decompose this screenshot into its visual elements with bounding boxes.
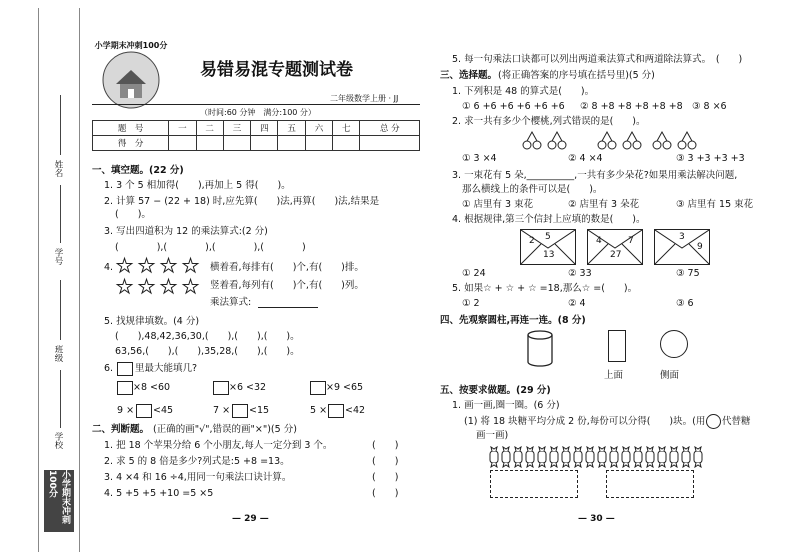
score-cell[interactable] (196, 136, 223, 151)
page-number-right: — 30 — (578, 514, 615, 524)
answer-box[interactable] (213, 381, 229, 395)
grade-info: 二年级数学上册 · JJ (330, 94, 399, 103)
judge-paren[interactable]: ( ) (372, 488, 399, 499)
question-2: 2. 计算 57 − (22 + 18) 时,应先算( )法,再算( )法,结果是 (104, 196, 380, 207)
judge-paren[interactable]: ( ) (372, 472, 399, 483)
side-view-label: 侧面 (660, 370, 680, 381)
top-view-label: 上面 (604, 370, 624, 381)
logo-text: 小学期末冲刺100分 (94, 41, 168, 50)
choice-4-opt-b: ② 33 (568, 268, 592, 279)
envelope-number: 5 (545, 232, 551, 242)
table-cell: 总 分 (360, 121, 420, 136)
answer-box[interactable] (328, 404, 344, 418)
question-2-cont: ( )。 (115, 209, 151, 220)
question-4c: 乘法算式: (210, 297, 252, 308)
score-table (92, 120, 420, 151)
choice-1-opt-c: ③ 8 ×6 (692, 101, 727, 112)
section-5-title: 五、按要求做题。(29 分) (440, 385, 551, 396)
judge-paren[interactable]: ( ) (372, 456, 399, 467)
answer-box[interactable] (310, 381, 326, 395)
score-cell[interactable] (333, 136, 360, 151)
answer-box[interactable] (117, 362, 133, 376)
question-4a: 横着看,每排有( )个,有( )排。 (210, 262, 364, 273)
class-label: 班级 (53, 345, 63, 362)
choice-2: 2. 求一共有多少个樱桃,列式错误的是( )。 (452, 116, 646, 127)
choice-2-opt-a: ① 3 ×4 (462, 153, 497, 164)
table-cell: 二 (196, 121, 223, 136)
table-cell: 五 (278, 121, 305, 136)
question-4-num: 4. (104, 262, 114, 273)
time-info: （时间:60 分钟 满分:100 分） (200, 108, 316, 117)
side-stamp: 小学期末冲刺100分 (44, 470, 74, 532)
choice-1-opt-b: ② 8 +8 +8 +8 +8 +8 (580, 101, 683, 112)
star-icon: ★ (160, 276, 178, 298)
class-line (60, 280, 61, 340)
choice-2-opt-c: ③ 3 +3 +3 +3 (676, 153, 745, 164)
score-header-row (93, 121, 420, 136)
choice-3: 3. 一束花有 5 朵,__________,一共有多少朵花?如果用乘法解决问题, (452, 170, 738, 181)
envelope-3 (654, 229, 710, 265)
logo (92, 40, 170, 110)
score-cell[interactable] (223, 136, 250, 151)
cylinder-icon (525, 330, 555, 368)
choice-2-opt-b: ② 4 ×4 (568, 153, 603, 164)
school-line (60, 370, 61, 428)
envelope-number: 2 (529, 236, 535, 246)
score-cell[interactable] (278, 136, 305, 151)
star-icon: ★ (116, 255, 134, 277)
score-cell[interactable] (251, 136, 278, 151)
id-line (60, 185, 61, 243)
question-6-num: 6. (104, 363, 114, 374)
question-4b: 竖着看,每列有( )个,有( )列。 (210, 280, 364, 291)
problem-1: 1. 画一画,圈一圈。(6 分) (452, 400, 560, 411)
judge-paren[interactable]: ( ) (372, 440, 399, 451)
header-rule (92, 104, 420, 105)
drawing-box-2[interactable] (606, 470, 694, 498)
choice-5-opt-b: ② 4 (568, 298, 586, 309)
section-4-title: 四、先观察圆柱,再连一连。(8 分) (440, 315, 586, 326)
envelope-2 (587, 229, 643, 265)
answer-box[interactable] (232, 404, 248, 418)
envelope-number: 7 (628, 236, 634, 246)
rectangle-shape[interactable] (608, 330, 626, 362)
table-cell: 七 (333, 121, 360, 136)
cherry-icon (522, 130, 702, 150)
name-label: 姓名 (53, 160, 63, 177)
circle-icon (706, 414, 721, 429)
envelope-number: 9 (697, 242, 703, 252)
star-icon: ★ (160, 255, 178, 277)
question-3-blanks: ( ),( ),( ),( ) (115, 242, 306, 253)
ineq-b1-post: <45 (153, 405, 174, 416)
page-number-left: — 29 — (232, 514, 269, 524)
question-6-text: 里最大能填几? (135, 363, 198, 374)
section-3-note: (将正确答案的序号填在括号里)(5 分) (498, 70, 655, 81)
ineq-b2-pre: 7 × (213, 405, 231, 416)
table-cell: 得 分 (93, 136, 169, 151)
section-1-title: 一、填空题。(22 分) (92, 165, 184, 176)
page-title: 易错易混专题测试卷 (200, 60, 353, 80)
choice-1: 1. 下列积是 48 的算式是( )。 (452, 86, 595, 97)
choice-3-opt-b: ② 店里有 3 朵花 (568, 199, 640, 210)
choice-5-opt-c: ③ 6 (676, 298, 694, 309)
question-3: 3. 写出四道积为 12 的乘法算式:(2 分) (104, 226, 268, 237)
table-cell: 一 (169, 121, 196, 136)
drawing-box-1[interactable] (490, 470, 578, 498)
problem-1b: 代替糖 (722, 416, 751, 427)
problem-1c: 画一画) (476, 430, 509, 441)
choice-4: 4. 根据规律,第三个信封上应填的数是( )。 (452, 214, 646, 225)
judge-3: 3. 4 ×4 和 16 ÷4,用同一句乘法口诀计算。 (104, 472, 292, 483)
choice-3-opt-c: ③ 店里有 15 束花 (676, 199, 754, 210)
answer-box[interactable] (117, 381, 133, 395)
candy-icon (488, 446, 708, 468)
score-value-row (93, 136, 420, 151)
ineq-b3-pre: 5 × (310, 405, 328, 416)
section-3-title: 三、选择题。 (440, 70, 498, 81)
choice-4-opt-c: ③ 75 (676, 268, 700, 279)
answer-line[interactable] (258, 307, 318, 308)
choice-3-cont: 那么横线上的条件可以是( )。 (462, 184, 603, 195)
judge-4: 4. 5 +5 +5 +10 =5 ×5 (104, 488, 214, 499)
score-cell[interactable] (169, 136, 196, 151)
judge-5: 5. 每一句乘法口诀都可以列出两道乘法算式和两道除法算式。 ( ) (452, 54, 743, 65)
question-5b: 63,56,( ),( ),35,28,( ),( )。 (115, 346, 300, 357)
ineq-a2: ×6 <32 (229, 382, 267, 393)
section-2-note: (正确的画"√",错误的画"×")(5 分) (153, 424, 297, 435)
ineq-a3: ×9 <65 (326, 382, 364, 393)
envelope-number: 4 (596, 236, 602, 246)
problem-1a: (1) 将 18 块糖平均分成 2 份,每份可以分得( )块。(用 (464, 416, 706, 427)
ineq-b1-pre: 9 × (117, 405, 135, 416)
table-cell: 题 号 (93, 121, 169, 136)
star-icon: ★ (182, 276, 200, 298)
judge-1: 1. 把 18 个苹果分给 6 个小朋友,每人一定分到 3 个。 (104, 440, 333, 451)
judge-2: 2. 求 5 的 8 倍是多少?列式是:5 +8 =13。 (104, 456, 290, 467)
name-line (60, 95, 61, 155)
ineq-b2-post: <15 (249, 405, 270, 416)
ineq-b3-post: <42 (345, 405, 366, 416)
table-cell: 六 (305, 121, 332, 136)
choice-5: 5. 如果☆ + ☆ + ☆ =18,那么☆ =( )。 (452, 283, 638, 294)
section-2-title: 二、判断题。 (92, 424, 150, 435)
table-cell: 四 (251, 121, 278, 136)
star-icon: ★ (116, 276, 134, 298)
id-label: 学号 (53, 248, 63, 265)
answer-box[interactable] (136, 404, 152, 418)
score-cell[interactable] (360, 136, 420, 151)
circle-shape[interactable] (660, 330, 688, 358)
score-cell[interactable] (305, 136, 332, 151)
star-icon: ★ (138, 255, 156, 277)
ineq-a1: ×8 <60 (133, 382, 171, 393)
envelope-number: 27 (610, 250, 622, 260)
question-5: 5. 找规律填数。(4 分) (104, 316, 200, 327)
envelope-number: 13 (543, 250, 555, 260)
envelope-number: 3 (679, 232, 685, 242)
question-5a: ( ),48,42,36,30,( ),( ),( )。 (115, 331, 300, 342)
star-icon: ★ (182, 255, 200, 277)
star-icon: ★ (138, 276, 156, 298)
choice-4-opt-a: ① 24 (462, 268, 486, 279)
choice-5-opt-a: ① 2 (462, 298, 480, 309)
choice-1-opt-a: ① 6 +6 +6 +6 +6 +6 (462, 101, 565, 112)
table-cell: 三 (223, 121, 250, 136)
choice-3-opt-a: ① 店里有 3 束花 (462, 199, 534, 210)
school-label: 学校 (53, 432, 63, 449)
question-1: 1. 3 个 5 相加得( ),再加上 5 得( )。 (104, 180, 291, 191)
envelope-1 (520, 229, 576, 265)
